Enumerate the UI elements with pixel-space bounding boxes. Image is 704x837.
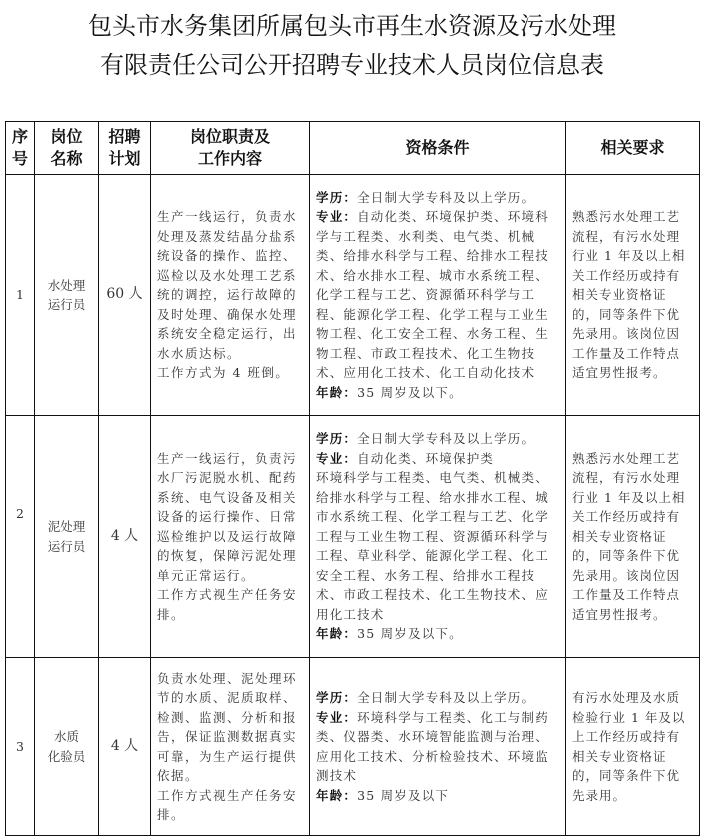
recruit-plan: 4 人 [99,658,151,836]
major-value-first: 自动化类、环境保护类 [357,450,495,466]
position-name-line2: 运行员 [47,538,86,554]
qualifications-cell [310,175,566,416]
work-mode-text: 工作方式为 4 班倒。 [157,365,290,381]
header-duties [151,122,310,175]
table-row [6,416,700,658]
position-name-line1: 泥处理 [47,519,86,534]
position-name [35,416,99,658]
header-qualifications: 资格条件 [310,122,566,175]
header-plan-line2: 计划 [108,149,141,168]
table-row [6,175,700,416]
major-label: 专业： [316,709,358,725]
education-label: 学历： [316,431,358,447]
position-name-line1: 水处理 [47,277,86,293]
age-value: 35 周岁及以下 [357,787,450,803]
document-title-line-2: 有限责任公司公开招聘专业技术人员岗位信息表 [100,51,604,79]
job-info-table [5,121,700,836]
position-name [35,658,99,836]
age-value: 35 周岁及以下。 [357,384,463,400]
header-requirements: 相关要求 [566,122,700,175]
header-index [6,122,35,175]
major-label: 专业： [316,450,358,466]
major-value: 自动化类、环境保护类、环境科学与工程类、水利类、电气类、机械类、给排水科学与工程、给排水工程技术、给水排水工程、城市水系统工程、化学工程与工艺、资源循环科学与工程、能源化学工程、化学工程与工业生物工程、化工安全工程、水务工程、生物工程、市政工程技术、化工生物技术、应用化工技术、化工自动化技术 [316,209,549,381]
header-duties-line2: 工作内容 [197,149,262,168]
education-label: 学历： [316,690,358,705]
requirements-cell: 有污水处理及水质检验行业 1 年及以上工作经历或持有相关专业资格证的，同等条件下优先录用。 [566,658,700,836]
recruit-plan: 4 人 [99,416,151,658]
header-index-line1: 序 [11,127,28,146]
document-title-line-1: 包头市水务集团所属包头市再生水资源及污水处理 [88,12,616,40]
duties-text: 生产一线运行，负责污水厂污泥脱水机、配药系统、电气设备及相关设备的运行操作、日常巡检维护以及运行故障的恢复，保障污泥处理单元正常运行。 [157,450,298,583]
position-name [35,175,99,416]
header-plan [99,122,151,175]
header-index-line2: 号 [11,149,28,168]
qualifications-cell [310,658,566,836]
table-row [6,658,700,836]
work-mode-text: 工作方式视生产任务安排。 [157,587,298,622]
duties-text: 生产一线运行，负责水处理及蒸发结晶分盐系统设备的操作、监控、巡检以及水处理工艺系统的调控，运行故障的及时处理、确保水处理系统安全稳定运行，出水水质达标。 [157,209,298,361]
duties-cell [151,658,310,836]
duties-cell [151,175,310,416]
qualifications-cell [310,416,566,658]
header-position-line2: 名称 [50,149,83,168]
header-position-line1: 岗位 [50,127,83,146]
education-label: 学历： [316,189,358,205]
position-name-line2: 运行员 [47,297,86,312]
position-name-line1: 水质 [53,729,79,744]
row-index: 1 [6,175,35,416]
header-plan-line1: 招聘 [108,127,141,146]
requirements-cell: 熟悉污水处理工艺流程，有污水处理行业 1 年及以上相关工作经历或持有相关专业资格证的，同等条件下优先录用。该岗位因工作量及工作特点适宜男性报考。 [566,175,700,416]
header-duties-line1: 岗位职责及 [189,127,270,146]
row-index: 3 [6,658,35,836]
row-index: 2 [6,416,35,658]
age-label: 年龄： [316,787,358,803]
duties-text: 负责水处理、泥处理环节的水质、泥质取样、检测、监测、分析和报告，保证监测数据真实可靠，为生产运行提供依据。 [157,670,298,783]
age-label: 年龄： [316,626,358,642]
education-value: 全日制大学专科及以上学历。 [357,431,536,447]
recruit-plan: 60 人 [99,175,151,416]
major-value: 环境科学与工程类、电气类、机械类、给排水科学与工程、给水排水工程、城市水系统工程、化学工程与工艺、化学工程与工业生物工程、资源循环科学与工程、草业科学、能源化学工程、化工安全工程、水务工程、给排水工程技术、市政工程技术、化工生物技术、应用化工技术 [316,470,549,622]
work-mode-text: 工作方式视生产任务安排。 [157,787,298,822]
age-value: 35 周岁及以下。 [357,626,463,642]
age-label: 年龄： [316,384,358,400]
position-name-line2: 化验员 [47,748,86,764]
major-label: 专业： [316,209,358,225]
header-position [35,122,99,175]
header-row [6,122,700,175]
duties-cell [151,416,310,658]
education-value: 全日制大学专科及以上学历。 [357,189,536,205]
education-value: 全日制大学专科及以上学历。 [357,690,536,705]
requirements-cell: 熟悉污水处理工艺流程，有污水处理行业 1 年及以上相关工作经历或持有相关专业资格证的，同等条件下优先录用。该岗位因工作量及工作特点适宜男性报考。 [566,416,700,658]
major-value: 环境科学与工程类、化工与制药类、仪器类、水环境智能监测与治理、应用化工技术、分析检验技术、环境监测技术 [316,709,549,783]
